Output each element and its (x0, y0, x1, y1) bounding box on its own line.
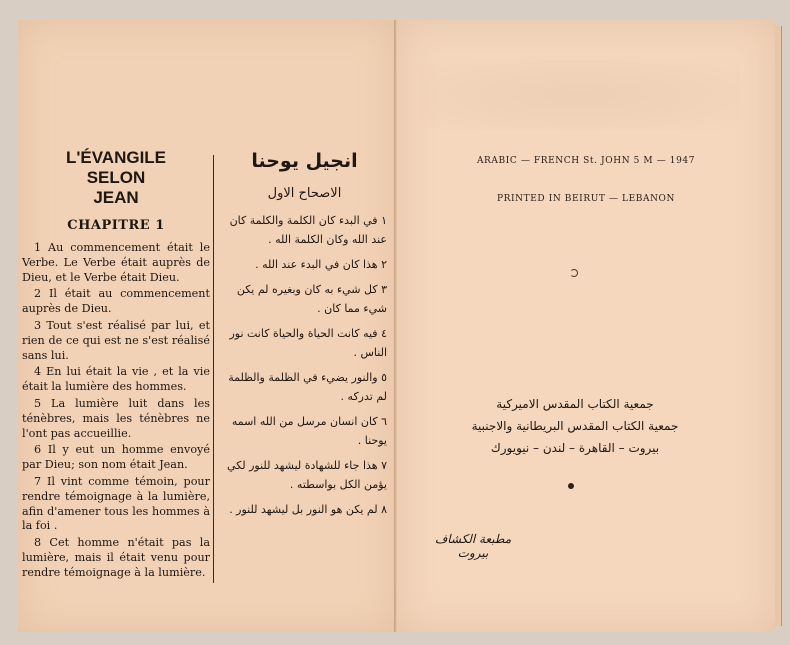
arabic-verse-5: ٥ والنور يضيء في الظلمة والظلمة لم تدركه . (228, 371, 387, 403)
french-title-line-3: JEAN (93, 188, 139, 207)
printed-in-line: PRINTED IN BEIRUT — LEBANON (496, 194, 675, 204)
bible-societies-block (440, 393, 710, 459)
arabic-verse-2: ٢ هذا كان في البدء عند الله . (255, 258, 387, 271)
press-imprint: مطبعة الكشاف بيروت (434, 532, 512, 560)
french-verse-5: 5 La lumière luit dans les ténèbres, mais les ténèbres ne l'ont pas accueillie. (22, 396, 210, 440)
society-line-2: جمعية الكتاب المقدس البريطانية والاجنبية (471, 419, 679, 433)
ornament-dot-icon (568, 483, 574, 489)
arabic-chapter-heading: الاصحاح الاول (267, 186, 342, 201)
society-cities-line: بيروت – القاهرة – لندن – نيويورك (490, 441, 660, 455)
ink-bleed-through (420, 60, 740, 130)
arabic-verse-8: ٨ لم يكن هو النور بل ليشهد للنور . (229, 503, 387, 516)
french-column (22, 148, 210, 583)
french-chapter-heading: CHAPITRE 1 (67, 218, 165, 233)
society-line-1: جمعية الكتاب المقدس الاميركية (496, 397, 654, 411)
imprint-line: ARABIC — FRENCH St. JOHN 5 M — 1947 (476, 156, 696, 166)
arabic-column (222, 150, 387, 525)
page-edge (775, 26, 782, 626)
arabic-verse-7: ٧ هذا جاء للشهادة ليشهد للنور لكي يؤمن الكل بواسطته . (227, 459, 387, 491)
column-divider (213, 155, 214, 583)
french-title-line-1: L'ÉVANGILE (65, 148, 167, 167)
french-verse-2: 2 Il était au commencement auprès de Dieu. (22, 287, 210, 316)
arabic-verse-3: ٣ كل شيء به كان وبغيره لم يكن شيء مما كان . (236, 283, 387, 315)
arabic-verse-4: ٤ فيه كانت الحياة والحياة كانت نور الناس . (229, 327, 387, 359)
french-verse-8: 8 Cet homme n'était pas la lumière, mais il était venu pour rendre témoignage à la lumière. (22, 536, 210, 579)
french-verse-4: 4 En lui était la vie , et la vie était la lumière des hommes. (22, 365, 210, 394)
french-verse-7: 7 Il vint comme témoin, pour rendre témoignage à la lumière, afin d'amener tous les hommes à la foi . (22, 474, 210, 533)
printer-mark-icon (570, 269, 578, 277)
arabic-title: انجيل يوحنا (251, 150, 358, 172)
arabic-verse-6: ٦ كان انسان مرسل من الله اسمه يوحنا . (231, 415, 387, 447)
french-title-line-2: SELON (86, 168, 146, 187)
french-verses (22, 241, 210, 581)
french-verse-1: 1 Au commencement était le Verbe. Le Verbe était auprès de Dieu, et le Verbe était Dieu. (22, 241, 210, 284)
french-verse-6: 6 Il y eut un homme envoyé par Dieu; son nom était Jean. (22, 443, 210, 472)
french-verse-3: 3 Tout s'est réalisé par lui, et rien de ce qui est ne s'est réalisé sans lui. (22, 318, 210, 362)
arabic-verse-1: ١ في البدء كان الكلمة والكلمة كان عند الله وكان الكلمة الله . (229, 214, 387, 246)
